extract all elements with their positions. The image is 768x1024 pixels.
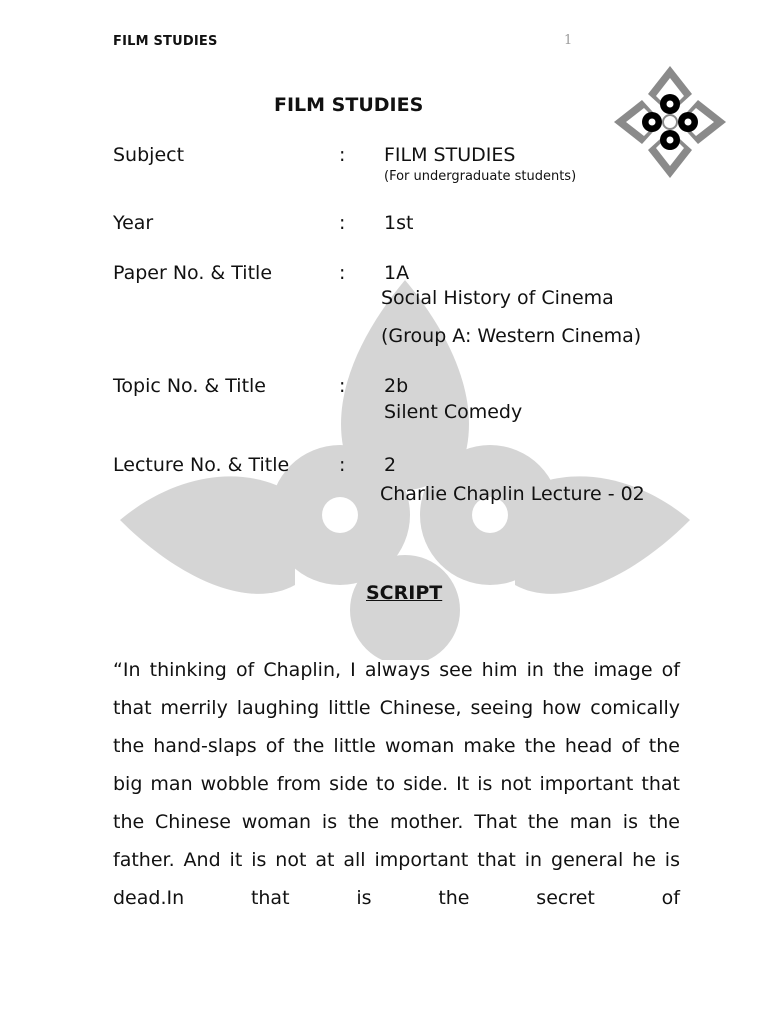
- lecture-label: Lecture No. & Title: [113, 454, 290, 476]
- lecture-colon: :: [339, 454, 346, 476]
- subject-label: Subject: [113, 144, 185, 166]
- paper-number: 1A: [384, 262, 410, 284]
- paper-colon: :: [339, 262, 346, 284]
- document-title: FILM STUDIES: [274, 94, 424, 116]
- running-header-title: FILM STUDIES: [113, 34, 218, 49]
- topic-label: Topic No. & Title: [113, 375, 266, 397]
- year-label: Year: [113, 212, 154, 234]
- script-paragraph: “In thinking of Chaplin, I always see him in the image of that merrily laughing little Chinese, seeing how comically the hand-slaps of the little woman make the head of the big man wobble from side to side. It is not important that the Chinese woman is the mother. That the man is the father. And it is not at all important that in general he is dead.In that is the secret of: [113, 659, 680, 909]
- topic-colon: :: [339, 375, 346, 397]
- year-value: 1st: [384, 212, 414, 234]
- lecture-number: 2: [384, 454, 397, 476]
- paper-label: Paper No. & Title: [113, 262, 273, 284]
- lecture-title: Charlie Chaplin Lecture - 02: [380, 483, 645, 505]
- paper-title: Social History of Cinema: [381, 287, 614, 309]
- subject-value: FILM STUDIES: [384, 144, 516, 166]
- subject-colon: :: [339, 144, 346, 166]
- page-number: 1: [564, 33, 573, 48]
- script-heading: SCRIPT: [366, 582, 443, 604]
- paper-group: (Group A: Western Cinema): [381, 325, 642, 347]
- year-colon: :: [339, 212, 346, 234]
- four-petal-flower-logo-icon: [612, 64, 728, 180]
- topic-number: 2b: [384, 375, 409, 397]
- subject-note: (For undergraduate students): [384, 169, 577, 184]
- topic-title: Silent Comedy: [384, 401, 523, 423]
